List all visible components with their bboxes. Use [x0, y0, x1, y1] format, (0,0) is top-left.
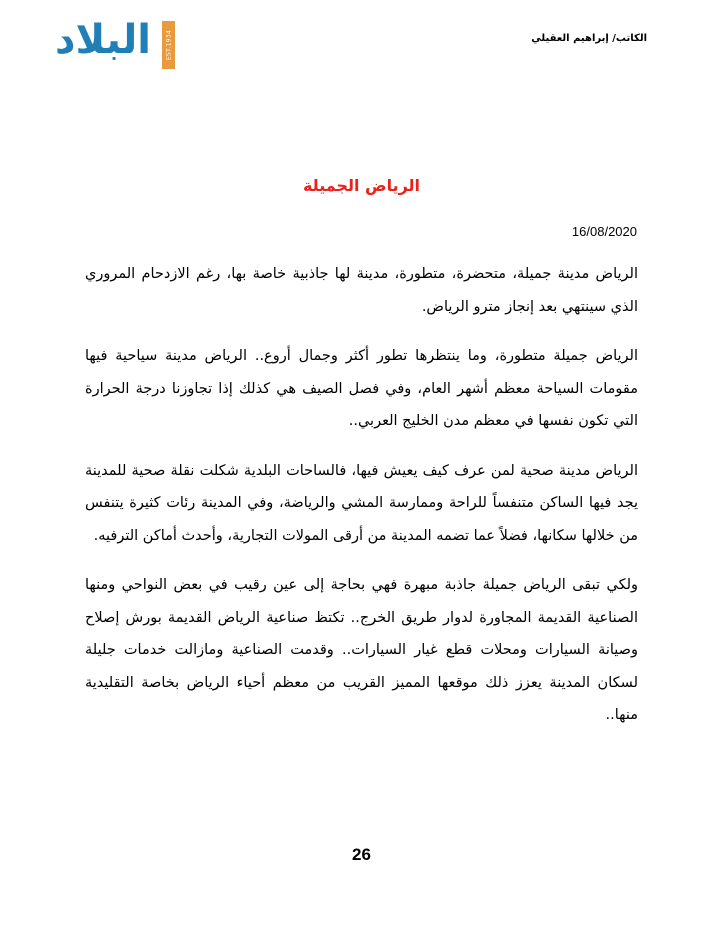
author-name: الكاتب/ إبراهيم العقيلي [531, 33, 647, 44]
page-number: 26 [352, 845, 371, 864]
article-paragraph-2: الرياض جميلة متطورة، وما ينتظرها تطور أكثر وجمال أروع.. الرياض مدينة سياحية فيها مقومات السياحة معظم أشهر العام، وفي فصل الصيف هي كذلك إذا تجاوزنا درجة الحرارة التي تكون نفسها في معظم مدن الخليج العربي.. [85, 348, 638, 429]
article-title: الرياض الجميلة [302, 176, 421, 195]
logo-established-text: EST.1934 [165, 29, 172, 61]
article-paragraph-3: الرياض مدينة صحية لمن عرف كيف يعيش فيها، فالساحات البلدية شكلت نقلة صحية للمدينة يجد فيها الساكن متنفساً للراحة وممارسة المشي والرياضة، وفي المدينة رئات كثيرة يتنفس من خلالها سكانها، فضلاً عما تضمه المدينة من أرقى المولات التجارية، وأحدث أماكن الترفيه. [85, 462, 638, 544]
article-body [85, 258, 638, 749]
logo-established-tag [162, 21, 175, 69]
article-paragraph-1: الرياض مدينة جميلة، متحضرة، متطورة، مدينة لها جاذبية خاصة بها، رغم الازدحام المروري الذي سينتهي بعد إنجاز مترو الرياض. [85, 266, 638, 315]
logo-wordmark: البلاد [55, 17, 151, 63]
newspaper-logo [46, 15, 176, 65]
article-paragraph-4: ولكي تبقى الرياض جميلة جاذبة مبهرة فهي بحاجة إلى عين رقيب في بعض النواحي ومنها الصناعية القديمة المجاورة لدوار طريق الخرج.. تكتظ صناعية الرياض القديمة بورش إصلاح وصيانة السيارات ومحلات قطع غيار السيارات.. وقدمت الصناعية ومازالت خدمات جليلة لسكان المدينة يعزز ذلك موقعها المميز القريب من معظم أحياء الرياض بخاصة التقليدية منها.. [85, 577, 638, 723]
article-date: 16/08/2020 [571, 224, 637, 239]
